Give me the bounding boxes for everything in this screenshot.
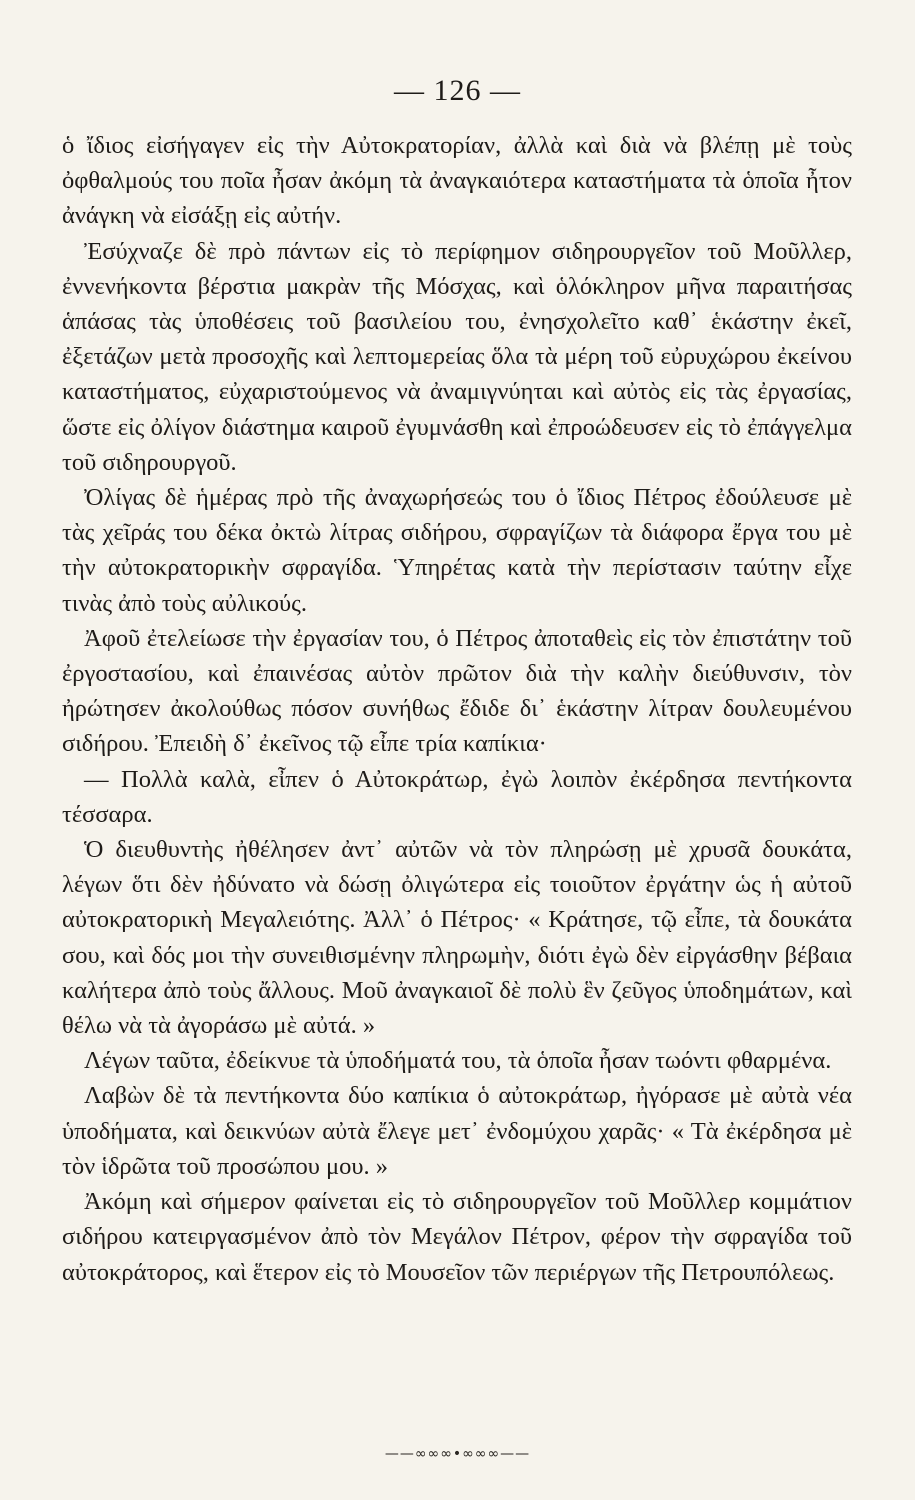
end-ornament: ——∞∞∞•∞∞∞—— bbox=[384, 1446, 531, 1462]
page-number: — 126 — bbox=[394, 74, 521, 107]
body-text bbox=[62, 128, 852, 1290]
paragraph-shoes-shown: Λέγων ταῦτα, ἐδείκνυε τὰ ὑποδήματά του, τὰ ὁποῖα ἦσαν τωόντι φθαρμένα. bbox=[84, 1047, 832, 1075]
paragraph-emperor-reply: — Πολλὰ καλὰ, εἶπεν ὁ Αὐτοκράτωρ, ἐγὼ λοιπὸν ἐκέρδησα πεντήκοντα τέσσαρα. bbox=[62, 765, 852, 828]
paragraph-muller-ironworks: Ἐσύχναζε δὲ πρὸ πάντων εἰς τὸ περίφημον σιδηρουργεῖον τοῦ Μοῦλλερ, ἐννενήκοντα βέρστια μακρὰν τῆς Μόσχας, καὶ ὁλόκληρον μῆνα παραιτήσας ἁπάσας τὰς ὑποθέσεις τοῦ βασιλείου του, ἐνησχολεῖτο καθ᾿ ἑκάστην ἐκεῖ, ἐξετάζων μετὰ προσοχῆς καὶ λεπτομερείας ὅλα τὰ μέρη τοῦ εὐρυχώρου ἐκείνου καταστήματος, εὐχαριστούμενος νὰ ἀναμιγνύηται καὶ αὐτὸς εἰς τὰς ἐργασίας, ὥστε εἰς ὀλίγον διάστημα καιροῦ ἐγυμνάσθη καὶ ἐπροώδευσεν εἰς τὸ ἐπάγγελμα τοῦ σιδηρουργοῦ. bbox=[62, 237, 852, 476]
paragraph-continuation: ὁ ἴδιος εἰσήγαγεν εἰς τὴν Αὐτοκρατορίαν, ἀλλὰ καὶ διὰ νὰ βλέπῃ μὲ τοὺς ὀφθαλμούς του ποῖα ἦσαν ἀκόμη τὰ ἀναγκαιότερα καταστήματα τὰ ὁποῖα ἦτον ἀνάγκη νὰ εἰσάξῃ εἰς αὐτήν. bbox=[62, 132, 852, 230]
paragraph-peter-forging: Ὀλίγας δὲ ἡμέρας πρὸ τῆς ἀναχωρήσεώς του ὁ ἴδιος Πέτρος ἐδούλευσε μὲ τὰς χεῖράς του δέκα ὀκτὼ λίτρας σιδήρου, σφραγίζων τὰ διάφορα ἔργα του μὲ τὴν αὐτοκρατορικὴν σφραγίδα. Ὑπηρέτας κατὰ τὴν περίστασιν ταύτην εἶχε τινὰς ἀπὸ τοὺς αὐλικούς. bbox=[62, 484, 852, 617]
paragraph-director-ducats: Ὁ διευθυντὴς ἠθέλησεν ἀντ᾿ αὐτῶν νὰ τὸν πληρώσῃ μὲ χρυσᾶ δουκάτα, λέγων ὅτι δὲν ἠδύνατο νὰ δώσῃ ὀλιγώτερα εἰς τοιοῦτον ἐργάτην ὡς ἡ αὐτοῦ αὐτοκρατορικὴ Μεγαλειότης. Ἀλλ᾿ ὁ Πέτρος· « Κράτησε, τῷ εἶπε, τὰ δουκάτα σου, καὶ δός μοι τὴν συνειθισμένην πληρωμὴν, διότι ἐγὼ δὲν εἰργάσθην βέβαια καλήτερα ἀπὸ τοὺς ἄλλους. Μοῦ ἀναγκαιοῖ δὲ πολὺ ἓν ζεῦγος ὑποδημάτων, καὶ θέλω νὰ τὰ ἀγοράσω μὲ αὐτά. » bbox=[62, 836, 852, 1040]
paragraph-new-shoes: Λαβὼν δὲ τὰ πεντήκοντα δύο καπίκια ὁ αὐτοκράτωρ, ἠγόρασε μὲ αὐτὰ νέα ὑποδήματα, καὶ δεικνύων αὐτὰ ἔλεγε μετ᾿ ἐνδομύχου χαρᾶς· « Τὰ ἐκέρδησα μὲ τὸν ἱδρῶτα τοῦ προσώπου μου. » bbox=[62, 1082, 852, 1180]
paragraph-overseer-question: Ἀφοῦ ἐτελείωσε τὴν ἐργασίαν του, ὁ Πέτρος ἀποταθεὶς εἰς τὸν ἐπιστάτην τοῦ ἐργοστασίου, καὶ ἐπαινέσας αὐτὸν πρῶτον διὰ τὴν καλὴν διεύθυνσιν, τὸν ἠρώτησεν ἀκολούθως πόσον συνήθως ἔδιδε δι᾿ ἑκάστην λίτραν δουλευμένου σιδήρου. Ἐπειδὴ δ᾿ ἐκεῖνος τῷ εἶπε τρία καπίκια· bbox=[62, 624, 852, 758]
paragraph-museum: Ἀκόμη καὶ σήμερον φαίνεται εἰς τὸ σιδηρουργεῖον τοῦ Μοῦλλερ κομμάτιον σιδήρου κατειργασμένον ἀπὸ τὸν Μεγάλον Πέτρον, φέρον τὴν σφραγίδα τοῦ αὐτοκράτορος, καὶ ἕτερον εἰς τὸ Μουσεῖον τῶν περιέργων τῆς Πετρουπόλεως. bbox=[62, 1188, 852, 1286]
